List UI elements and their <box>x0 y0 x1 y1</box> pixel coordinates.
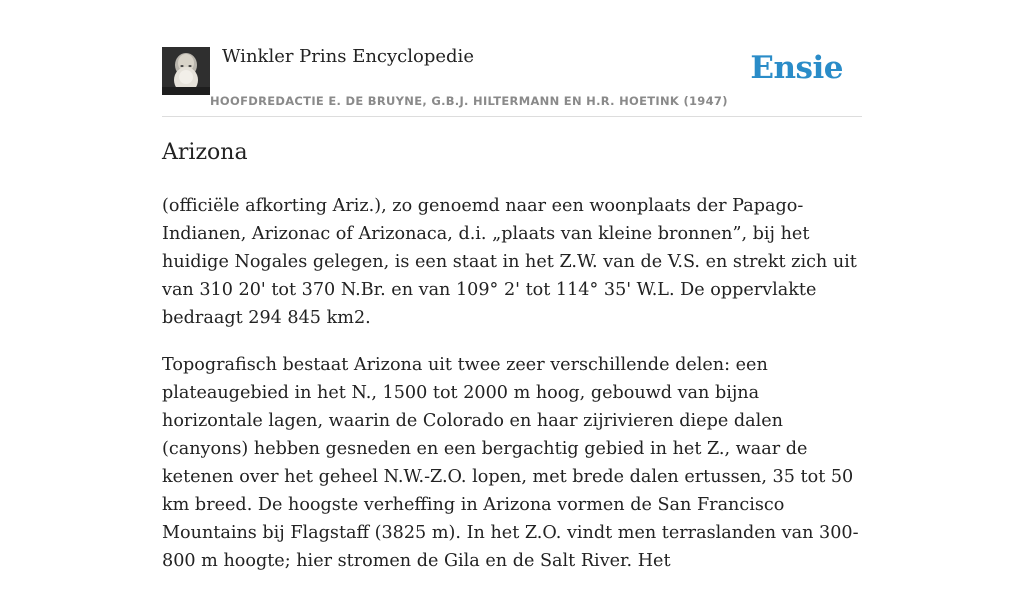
article-title: Arizona <box>162 140 248 165</box>
portrait-image <box>162 47 210 95</box>
editorial-credit: HOOFDREDACTIE E. DE BRUYNE, G.B.J. HILTERMANN EN H.R. HOETINK (1947) <box>210 94 728 108</box>
site-header <box>162 0 862 117</box>
page-container <box>162 0 862 571</box>
author-avatar[interactable] <box>162 47 210 95</box>
article-paragraph: (officiële afkorting Ariz.), zo genoemd naar een woonplaats der Papago-Indianen, Arizonac of Arizonaca, d.i. „plaats van kleine bronnen”, bij het huidige Nogales gelegen, is een staat in het Z.W. van de V.S. en strekt zich uit van 310 20' tot 370 N.Br. en van 109° 2' tot 114° 35' W.L. De oppervlakte bedraagt 294 845 km2. <box>162 196 857 328</box>
article-body <box>162 192 862 594</box>
site-title[interactable]: Winkler Prins Encyclopedie <box>222 46 474 67</box>
article-paragraph: Topografisch bestaat Arizona uit twee zeer verschillende delen: een plateaugebied in het N., 1500 tot 2000 m hoog, gebouwd van bijna horizontale lagen, waarin de Colorado en haar zijrivieren diepe dalen (canyons) hebben gesneden en een bergachtig gebied in het Z., waar de ketenen over het geheel N.W.-Z.O. lopen, met brede dalen ertussen, 35 tot 50 km breed. De hoogste verheffing in Arizona vormen de San Francisco Mountains bij Flagstaff (3825 m). In het Z.O. vindt men terraslanden van 300-800 m hoogte; hier stromen de Gila en de Salt River. Het <box>162 355 859 571</box>
ensie-logo[interactable]: Ensie <box>750 50 843 86</box>
